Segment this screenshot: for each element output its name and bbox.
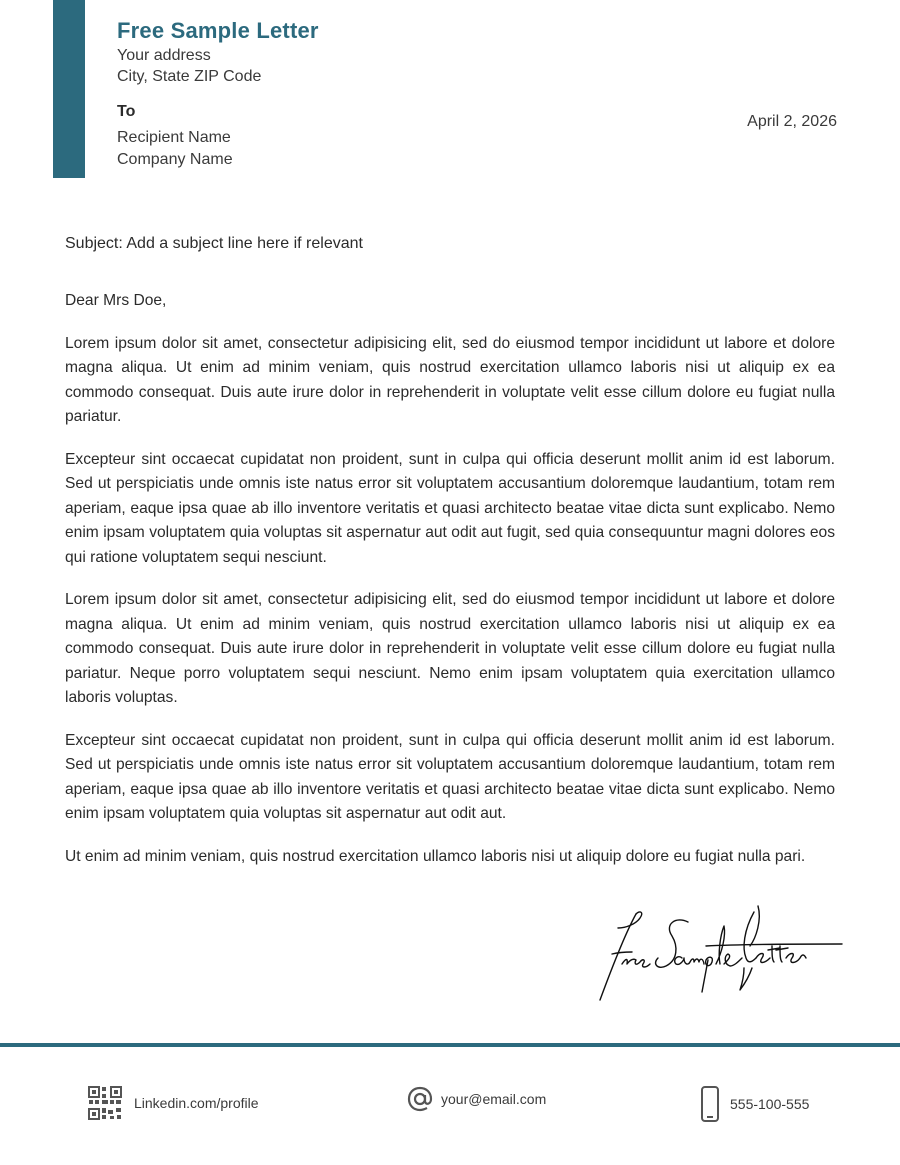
handwritten-signature: [596, 902, 846, 1007]
sender-address-line1: Your address: [117, 47, 211, 64]
to-label: To: [117, 103, 136, 120]
phone-number[interactable]: 555-100-555: [730, 1096, 810, 1112]
body-paragraph: Lorem ipsum dolor sit amet, consectetur adipisicing elit, sed do eiusmod tempor incididunt ut labore et dolore magna aliqua. Ut enim ad minim veniam, quis nostrud exercitation ullamco laboris nisi ut aliquip ex ea commodo consequat. Duis aute irure dolor in reprehenderit in voluptate velit esse cillum dolore eu fugiat nulla pariatur.: [65, 334, 835, 425]
letter-title: Free Sample Letter: [117, 18, 319, 43]
greeting: Dear Mrs Doe,: [65, 292, 167, 309]
footer-email[interactable]: [407, 1086, 546, 1112]
letter-body: [65, 289, 835, 887]
recipient-name: Recipient Name: [117, 129, 231, 146]
qr-code-icon: [88, 1086, 122, 1120]
letter-date: April 2, 2026: [747, 113, 837, 130]
footer-phone[interactable]: [700, 1086, 809, 1122]
recipient-block: [117, 127, 233, 171]
accent-sidebar: [53, 0, 85, 178]
at-sign-icon: [407, 1086, 433, 1112]
email-link[interactable]: your@email.com: [441, 1091, 547, 1107]
subject-line: Subject: Add a subject line here if relevant: [65, 235, 363, 252]
linkedin-link[interactable]: Linkedin.com/profile: [134, 1095, 259, 1111]
letterhead: [117, 17, 319, 87]
body-paragraph: Excepteur sint occaecat cupidatat non proident, sunt in culpa qui officia deserunt mollit anim id est laborum. Sed ut perspiciatis unde omnis iste natus error sit voluptatem accusantium doloremque laudantium, totam rem aperiam, eaque ipsa quae ab illo inventore veritatis et quasi architecto beatae vitae dicta sunt explicabo. Nemo enim ipsam voluptatem quia voluptas sit aspernatur aut odit aut.: [65, 731, 835, 822]
recipient-company: Company Name: [117, 151, 233, 168]
sender-address-line2: City, State ZIP Code: [117, 68, 262, 85]
body-paragraph: Lorem ipsum dolor sit amet, consectetur adipisicing elit, sed do eiusmod tempor incididunt ut labore et dolore magna aliqua. Ut enim ad minim veniam, quis nostrud exercitation ullamco laboris nisi ut aliquip ex ea commodo consequat. Duis aute irure dolor in reprehenderit in voluptate velit esse cillum dolore eu fugiat nulla pariatur. Neque porro voluptatem sequi nesciunt. Nemo enim ipsam voluptatem quia exercitation ullamco laboris voluptas.: [65, 591, 835, 706]
footer-linkedin[interactable]: [88, 1086, 259, 1120]
body-paragraph: Excepteur sint occaecat cupidatat non proident, sunt in culpa qui officia deserunt mollit anim id est laborum. Sed ut perspiciatis unde omnis iste natus error sit voluptatem accusantium doloremque laudantium, totam rem aperiam, eaque ipsa quae ab illo inventore veritatis et quasi architecto beatae vitae dicta sunt explicabo. Nemo enim ipsam voluptatem quia voluptas sit aspernatur aut odit aut fugit, sed quia consequuntur magni dolores eos qui ratione voluptatem sequi nesciunt.: [65, 450, 835, 566]
body-paragraph: Ut enim ad minim veniam, quis nostrud exercitation ullamco laboris nisi ut aliquip dolore eu fugiat nulla pari.: [65, 847, 806, 865]
footer-divider: [0, 1043, 900, 1047]
mobile-phone-icon: [700, 1086, 720, 1122]
